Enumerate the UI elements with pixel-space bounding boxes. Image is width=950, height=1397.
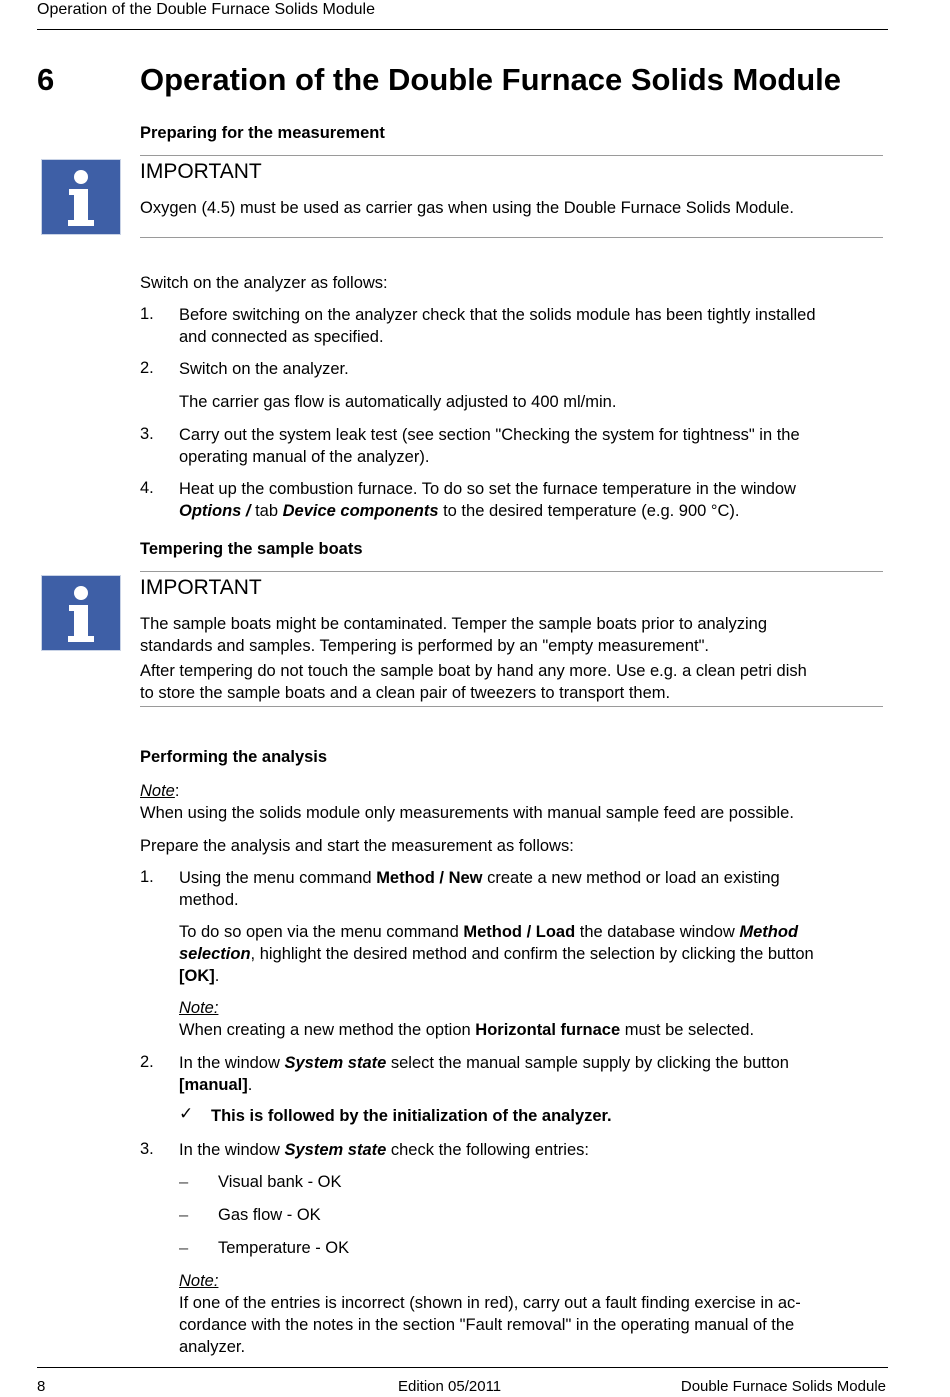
step-text: [179, 1139, 884, 1161]
step-line: [179, 943, 884, 965]
step-number: 3.: [140, 425, 154, 443]
important-rule-bottom: [140, 237, 883, 238]
step-text: [179, 867, 884, 911]
important-rule-top: [140, 571, 883, 572]
check-result-text: This is followed by the initialization of the analyzer.: [211, 1107, 612, 1125]
section-heading-tempering: Tempering the sample boats: [140, 540, 363, 558]
list-item: Gas flow - OK: [218, 1206, 321, 1224]
window-ref-selection: selection: [179, 945, 251, 963]
option-ref-horizontal-furnace: Horizontal furnace: [475, 1021, 621, 1039]
list-item: Visual bank - OK: [218, 1173, 342, 1191]
text-fragment: create a new method or load an existing: [482, 869, 780, 887]
step-result: The carrier gas flow is automatically adjusted to 400 ml/min.: [179, 393, 617, 411]
step-number: 2.: [140, 359, 154, 377]
text-fragment: check the following entries:: [386, 1141, 589, 1159]
text-fragment: In the window: [179, 1141, 285, 1159]
step-text: [179, 304, 884, 348]
step-line: and connected as specified.: [179, 328, 384, 346]
step-number: 3.: [140, 1140, 154, 1158]
step-text: [179, 424, 884, 468]
step-line: [179, 1019, 884, 1041]
important-text: [140, 660, 885, 704]
step-text: [179, 478, 884, 522]
important-title: IMPORTANT: [140, 576, 262, 599]
footer-rule: [37, 1367, 888, 1368]
chapter-title: Operation of the Double Furnace Solids Module: [140, 62, 841, 97]
step-number: 1.: [140, 305, 154, 323]
info-icon: [41, 575, 121, 651]
edition-label: Edition 05/2011: [398, 1378, 502, 1395]
text-fragment: select the manual sample supply by clicking the button: [386, 1054, 789, 1072]
step-number: 2.: [140, 1053, 154, 1071]
step-line: [179, 1052, 884, 1074]
note-label: Note:: [179, 1272, 219, 1290]
text-fragment: .: [214, 967, 220, 985]
check-icon: ✓: [179, 1104, 194, 1123]
step-line: [179, 500, 884, 522]
text-fragment: In the window: [179, 1054, 285, 1072]
step-line: [179, 867, 884, 889]
important-text: Oxygen (4.5) must be used as carrier gas when using the Double Furnace Solids Module.: [140, 199, 794, 217]
step-paragraph: [179, 921, 884, 987]
step-text: Switch on the analyzer.: [179, 360, 349, 378]
step-line: Carry out the system leak test (see section "Checking the system for tightness" in the: [179, 426, 800, 444]
dash-bullet: –: [179, 1206, 189, 1224]
step-line: analyzer.: [179, 1338, 246, 1356]
menu-command-method-load: Method / Load: [463, 923, 576, 941]
important-rule-bottom: [140, 706, 883, 707]
important-title: IMPORTANT: [140, 160, 262, 183]
important-rule-top: [140, 155, 883, 156]
page-number: 8: [37, 1378, 46, 1395]
step-note: [179, 997, 884, 1041]
step-line: operating manual of the analyzer).: [179, 448, 430, 466]
window-ref-system-state: System state: [284, 1141, 387, 1159]
text-fragment: .: [247, 1076, 253, 1094]
text-fragment: the database window: [575, 923, 740, 941]
step-number: 1.: [140, 868, 154, 886]
step-line: method.: [179, 891, 239, 909]
text-fragment: Using the menu command: [179, 869, 377, 887]
window-ref-method: Method: [739, 923, 799, 941]
dash-bullet: –: [179, 1173, 189, 1191]
text-line: After tempering do not touch the sample boat by hand any more. Use e.g. a clean petri dish: [140, 662, 807, 680]
intro-text: Prepare the analysis and start the measurement as follows:: [140, 837, 574, 855]
menu-command-method-new: Method / New: [376, 869, 483, 887]
step-note: [179, 1270, 884, 1358]
running-header: Operation of the Double Furnace Solids Module: [37, 1, 375, 18]
intro-text: Switch on the analyzer as follows:: [140, 274, 388, 292]
list-item: Temperature - OK: [218, 1239, 350, 1257]
step-line: [179, 921, 884, 943]
button-ref-ok: [OK]: [179, 967, 215, 985]
menu-ref-options: Options /: [179, 502, 251, 520]
info-icon: [41, 159, 121, 235]
button-ref-manual: [manual]: [179, 1076, 248, 1094]
step-line: If one of the entries is incorrect (shown in red), carry out a fault finding exercise in ac-: [179, 1294, 801, 1312]
text-line: standards and samples. Tempering is performed by an "empty measurement".: [140, 637, 710, 655]
note-label: Note:: [179, 999, 219, 1017]
section-heading-preparing: Preparing for the measurement: [140, 124, 385, 142]
step-line: Heat up the combustion furnace. To do so set the furnace temperature in the window: [179, 480, 796, 498]
product-name: Double Furnace Solids Module: [680, 1378, 886, 1395]
step-line: Before switching on the analyzer check that the solids module has been tightly installed: [179, 306, 816, 324]
chapter-number: 6: [37, 62, 55, 97]
important-text: [140, 613, 885, 657]
dash-bullet: –: [179, 1239, 189, 1257]
step-line: [179, 1074, 884, 1096]
step-text: [179, 1052, 884, 1096]
note-label: Note: [140, 782, 175, 800]
note-text: When using the solids module only measurements with manual sample feed are possible.: [140, 804, 794, 822]
note-label-line: [140, 780, 885, 802]
text-fragment: To do so open via the menu command: [179, 923, 464, 941]
menu-ref-device-components: Device components: [282, 502, 439, 520]
note-colon: :: [174, 782, 180, 800]
text-fragment: to the desired temperature (e.g. 900 °C).: [438, 502, 740, 520]
text-line: The sample boats might be contaminated. Temper the sample boats prior to analyzing: [140, 615, 768, 633]
step-number: 4.: [140, 479, 154, 497]
text-fragment: must be selected.: [620, 1021, 755, 1039]
text-fragment: , highlight the desired method and confirm the selection by clicking the button: [250, 945, 814, 963]
text-fragment: When creating a new method the option: [179, 1021, 476, 1039]
step-line: cordance with the notes in the section "Fault removal" in the operating manual of the: [179, 1316, 795, 1334]
text-line: to store the sample boats and a clean pair of tweezers to transport them.: [140, 684, 671, 702]
step-line: [179, 965, 884, 987]
section-heading-performing: Performing the analysis: [140, 748, 328, 766]
window-ref-system-state: System state: [284, 1054, 387, 1072]
text-fragment: tab: [250, 502, 283, 520]
header-rule: [37, 29, 888, 30]
